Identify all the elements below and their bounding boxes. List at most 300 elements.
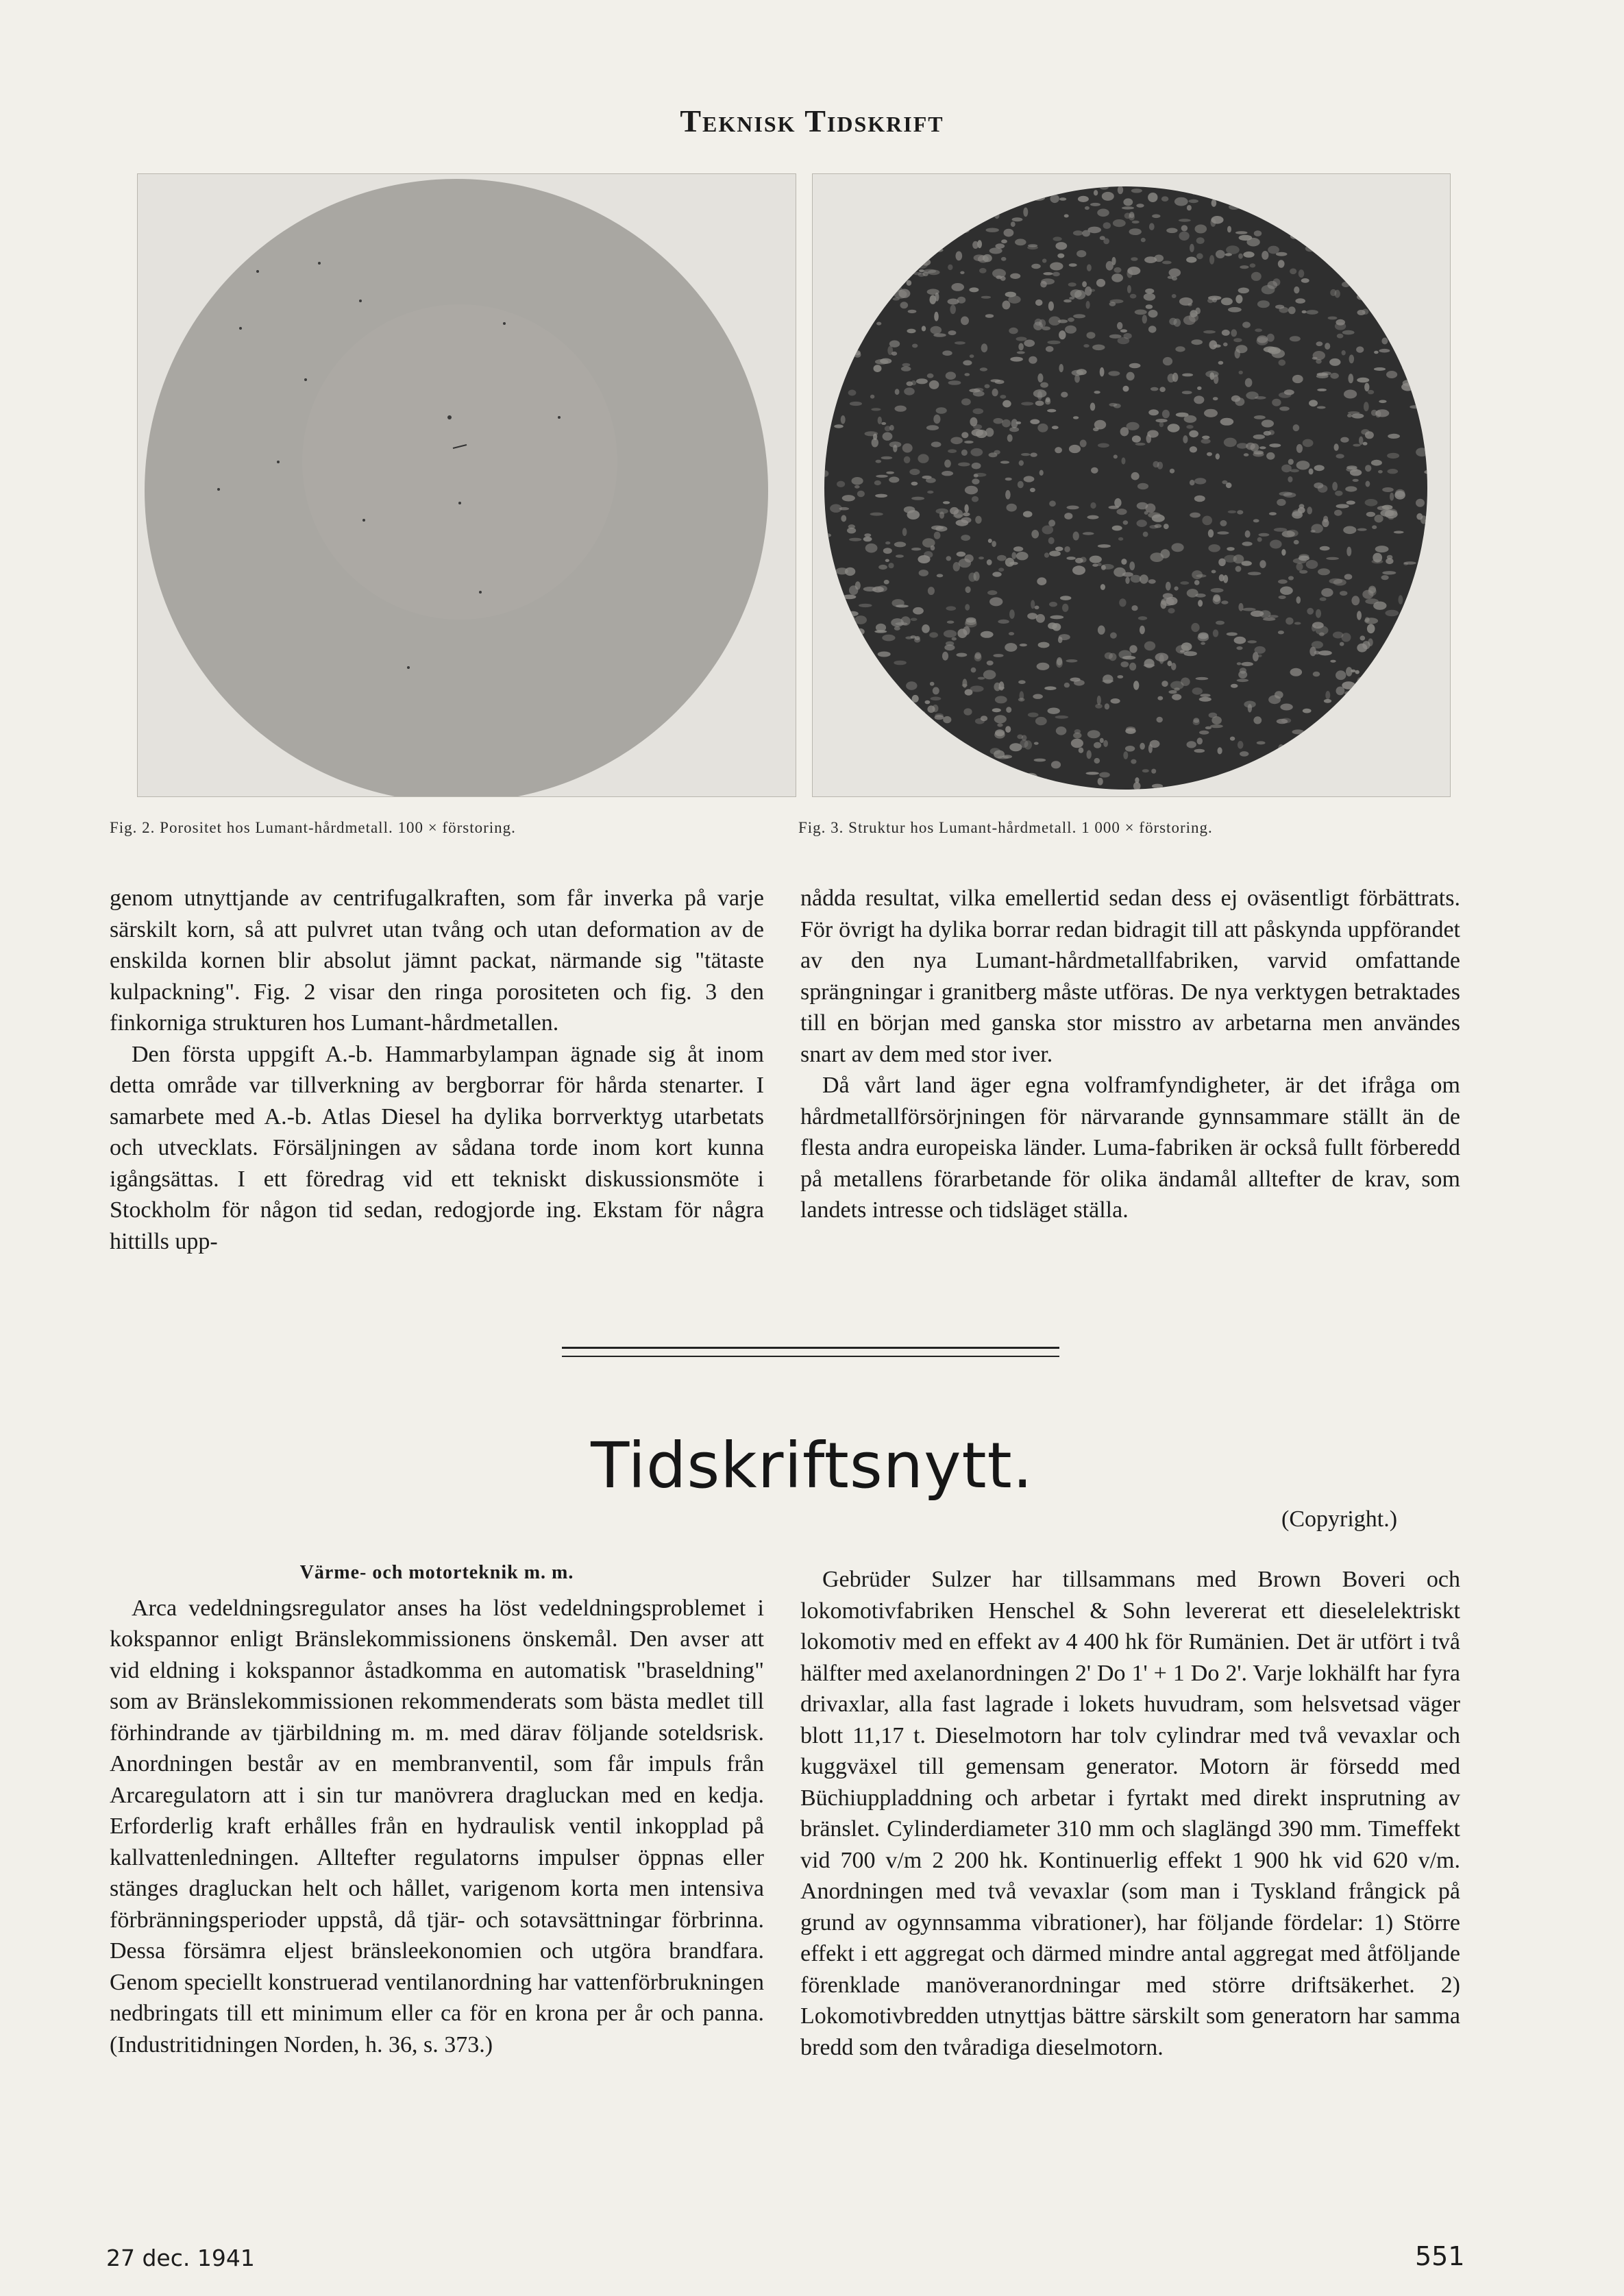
grain-texture <box>1044 552 1049 557</box>
grain-texture <box>1272 399 1281 406</box>
grain-texture <box>1227 547 1235 551</box>
grain-texture <box>1325 691 1330 700</box>
grain-texture <box>1073 230 1083 236</box>
grain-texture <box>1385 610 1399 616</box>
grain-texture <box>1346 500 1355 504</box>
grain-texture <box>1051 761 1061 768</box>
grain-texture <box>992 269 1006 278</box>
grain-texture <box>1159 387 1166 392</box>
grain-texture <box>916 378 928 384</box>
grain-texture <box>1194 580 1200 585</box>
grain-texture <box>901 366 911 371</box>
grain-texture <box>1137 520 1147 527</box>
grain-texture <box>1187 205 1192 210</box>
grain-texture <box>1346 547 1351 557</box>
grain-texture <box>1345 486 1357 491</box>
grain-texture <box>1159 422 1164 428</box>
grain-texture <box>1073 314 1085 318</box>
grain-texture <box>1071 739 1083 748</box>
grain-texture <box>1205 726 1211 729</box>
paragraph: genom utnyttjande av centrifugalkraften, som får inverka på varje särskilt korn, så att pulvret utan tvång och utan deformation av de enskilda kornen blir absolut jämnt packat, närmande sig "tätaste kulpackning". Fig. 2 visar den ringa porositeten och fig. 3 den finkorniga strukturen hos Lumant-hårdmetallen. <box>110 886 764 1036</box>
grain-texture <box>834 424 844 428</box>
grain-texture <box>1151 769 1156 774</box>
grain-texture <box>1223 343 1228 347</box>
grain-texture <box>1257 741 1266 744</box>
grain-texture <box>1364 383 1369 392</box>
grain-texture <box>1313 351 1325 360</box>
grain-texture <box>980 367 987 371</box>
grain-texture <box>1103 239 1109 245</box>
grain-texture <box>1211 199 1217 207</box>
grain-texture <box>1368 587 1376 596</box>
grain-texture <box>1268 246 1279 254</box>
grain-texture <box>1386 371 1397 378</box>
grain-texture <box>1255 396 1266 400</box>
grain-texture <box>896 604 909 607</box>
grain-texture <box>1004 229 1014 237</box>
grain-texture <box>1002 400 1011 408</box>
grain-texture <box>933 415 940 424</box>
grain-texture <box>1318 485 1328 493</box>
structure-micrograph <box>813 174 1450 796</box>
grain-texture <box>1180 581 1189 585</box>
grain-texture <box>1254 230 1262 236</box>
grain-texture <box>1202 436 1209 439</box>
grain-texture <box>911 482 918 486</box>
grain-texture <box>1005 558 1014 567</box>
grain-texture <box>886 472 894 474</box>
grain-texture <box>1240 751 1248 757</box>
grain-texture <box>1006 707 1011 713</box>
grain-texture <box>1152 215 1160 219</box>
grain-texture <box>1182 391 1192 394</box>
grain-texture <box>1403 561 1416 565</box>
grain-texture <box>910 635 916 639</box>
grain-texture <box>876 475 888 478</box>
grain-texture <box>841 415 846 424</box>
grain-texture <box>1002 301 1011 310</box>
grain-texture <box>1087 730 1100 738</box>
grain-texture <box>1218 747 1222 754</box>
grain-texture <box>1382 571 1396 574</box>
grain-texture <box>1000 395 1006 399</box>
grain-texture <box>1231 329 1237 337</box>
grain-texture <box>1196 677 1209 680</box>
grain-texture <box>1388 434 1400 439</box>
grain-texture <box>1097 209 1109 217</box>
grain-texture <box>1114 567 1126 577</box>
grain-texture <box>1349 354 1355 363</box>
grain-texture <box>875 359 889 365</box>
grain-texture <box>1399 595 1403 604</box>
grain-texture <box>943 716 951 723</box>
grain-texture <box>1148 326 1157 332</box>
grain-texture <box>1039 470 1044 476</box>
grain-texture <box>1223 575 1228 583</box>
grain-texture <box>1361 429 1369 435</box>
grain-texture <box>1216 454 1220 460</box>
grain-texture <box>1122 457 1126 464</box>
grain-texture <box>950 305 956 315</box>
grain-texture <box>1086 301 1090 309</box>
grain-texture <box>912 695 919 703</box>
grain-texture <box>972 429 983 437</box>
grain-texture <box>1236 646 1242 650</box>
grain-texture <box>1237 662 1242 665</box>
grain-texture <box>1030 452 1037 456</box>
grain-texture <box>1332 482 1338 491</box>
grain-texture <box>1017 351 1025 354</box>
grain-texture <box>1030 419 1039 424</box>
grain-texture <box>1329 358 1340 366</box>
grain-texture <box>1118 186 1123 194</box>
grain-texture <box>1042 526 1054 535</box>
grain-texture <box>904 506 915 513</box>
grain-texture <box>1031 530 1039 539</box>
grain-texture <box>1059 197 1066 201</box>
grain-texture <box>902 363 911 367</box>
grain-texture <box>1123 333 1131 339</box>
grain-texture <box>1190 244 1194 252</box>
grain-texture <box>942 471 953 476</box>
grain-texture <box>1046 398 1050 403</box>
grain-texture <box>1093 428 1099 432</box>
grain-texture <box>1351 596 1360 605</box>
grain-texture <box>1194 395 1204 404</box>
grain-texture <box>1114 454 1118 459</box>
grain-texture <box>1094 758 1100 764</box>
grain-texture <box>1198 600 1203 607</box>
subsection-heading: Värme- och motorteknik m. m. <box>299 1562 574 1583</box>
grain-texture <box>1253 652 1259 661</box>
grain-texture <box>1240 265 1248 269</box>
grain-texture <box>1015 239 1026 245</box>
grain-texture <box>1190 480 1195 485</box>
grain-texture <box>1199 697 1211 702</box>
grain-texture <box>1333 632 1344 639</box>
grain-texture <box>957 628 967 638</box>
grain-texture <box>1379 400 1386 404</box>
grain-texture <box>957 297 965 304</box>
grain-texture <box>1009 328 1018 334</box>
grain-texture <box>971 668 976 673</box>
grain-texture <box>1272 278 1280 286</box>
grain-texture <box>1085 206 1090 210</box>
grain-texture <box>1307 608 1314 615</box>
grain-texture <box>1381 338 1388 345</box>
grain-texture <box>1161 196 1169 201</box>
grain-texture <box>1149 525 1158 528</box>
grain-texture <box>1342 350 1346 355</box>
grain-texture <box>891 618 904 627</box>
grain-texture <box>1280 704 1292 711</box>
grain-texture <box>1091 467 1098 474</box>
grain-texture <box>1290 336 1301 341</box>
grain-texture <box>1021 453 1030 456</box>
grain-texture <box>957 653 968 657</box>
grain-texture <box>1184 415 1197 423</box>
grain-texture <box>1235 231 1248 234</box>
grain-texture <box>1062 604 1068 612</box>
grain-texture <box>842 495 855 501</box>
grain-texture <box>1007 435 1013 442</box>
grain-texture <box>1368 390 1374 394</box>
grain-texture <box>1001 239 1007 243</box>
grain-texture <box>1092 345 1105 351</box>
grain-texture <box>1005 726 1011 733</box>
grain-texture <box>1019 461 1024 466</box>
grain-texture <box>1253 519 1259 522</box>
grain-texture <box>961 398 971 405</box>
grain-texture <box>1168 608 1174 613</box>
grain-texture <box>1069 263 1077 267</box>
grain-texture <box>1085 286 1092 296</box>
grain-texture <box>1129 645 1137 653</box>
grain-texture <box>1070 678 1081 682</box>
grain-texture <box>1018 680 1026 684</box>
grain-texture <box>1127 267 1140 275</box>
grain-texture <box>1362 309 1369 315</box>
grain-texture <box>1033 694 1043 699</box>
grain-texture <box>1290 668 1303 676</box>
grain-texture <box>1190 513 1201 518</box>
grain-texture <box>908 310 917 313</box>
grain-texture <box>1263 618 1275 621</box>
copyright-note: (Copyright.) <box>1281 1506 1398 1532</box>
grain-texture <box>1129 228 1142 235</box>
grain-texture <box>963 513 970 517</box>
grain-texture <box>974 654 982 661</box>
grain-texture <box>1098 544 1111 548</box>
grain-texture <box>854 485 860 489</box>
grain-texture <box>1066 557 1075 560</box>
grain-texture <box>1087 265 1092 271</box>
grain-texture <box>902 528 907 536</box>
grain-texture <box>1009 609 1015 619</box>
grain-texture <box>1056 726 1067 735</box>
grain-texture <box>1241 662 1253 666</box>
grain-texture <box>1309 468 1314 474</box>
grain-texture <box>1169 269 1181 278</box>
grain-texture <box>1029 356 1037 364</box>
grain-texture <box>1267 334 1275 342</box>
grain-texture <box>894 626 900 631</box>
grain-texture <box>965 619 976 625</box>
grain-texture <box>1037 577 1046 585</box>
grain-texture <box>1153 461 1159 468</box>
grain-texture <box>1010 273 1020 279</box>
grain-texture <box>1274 528 1287 532</box>
grain-texture <box>1237 679 1248 683</box>
grain-texture <box>1183 435 1188 443</box>
grain-texture <box>1335 322 1346 330</box>
grain-texture <box>1357 528 1367 531</box>
grain-texture <box>961 450 968 456</box>
grain-texture <box>1005 643 1017 652</box>
grain-texture <box>1090 403 1096 411</box>
grain-texture <box>1246 443 1255 450</box>
grain-texture <box>1416 513 1423 520</box>
grain-texture <box>1144 293 1155 301</box>
grain-texture <box>1174 587 1179 591</box>
grain-texture <box>950 437 963 445</box>
grain-texture <box>1375 411 1381 418</box>
grain-texture <box>900 302 909 308</box>
grain-texture <box>1202 516 1212 526</box>
figure-structure <box>812 173 1451 797</box>
grain-texture <box>1016 337 1027 341</box>
grain-texture <box>972 463 981 469</box>
grain-texture <box>1201 439 1211 443</box>
grain-texture <box>1294 540 1299 545</box>
grain-texture <box>1064 215 1069 218</box>
grain-texture <box>883 548 892 554</box>
grain-texture <box>1295 298 1305 304</box>
grain-texture <box>1244 453 1249 456</box>
grain-texture <box>1136 204 1144 208</box>
grain-texture <box>960 271 964 274</box>
grain-texture <box>1221 600 1228 604</box>
grain-texture <box>926 478 936 483</box>
grain-texture <box>1180 650 1185 652</box>
grain-texture <box>1198 634 1209 642</box>
grain-texture <box>1137 483 1148 489</box>
grain-texture <box>1048 317 1060 326</box>
grain-texture <box>1005 292 1016 297</box>
grain-texture <box>1222 330 1230 336</box>
grain-texture <box>1114 267 1122 273</box>
grain-texture <box>1037 374 1043 382</box>
grain-texture <box>1183 316 1196 326</box>
grain-texture <box>1320 546 1330 551</box>
grain-texture <box>1098 778 1103 785</box>
grain-texture <box>1235 398 1244 406</box>
grain-texture <box>1090 203 1100 206</box>
grain-texture <box>1330 660 1336 663</box>
grain-texture <box>1347 414 1352 417</box>
grain-texture <box>1083 532 1094 535</box>
grain-texture <box>1106 261 1114 271</box>
grain-texture <box>1103 740 1108 747</box>
grain-texture <box>1317 389 1327 391</box>
grain-texture <box>1057 254 1064 258</box>
grain-texture <box>878 565 887 570</box>
grain-texture <box>992 572 1001 576</box>
grain-texture <box>1036 614 1045 623</box>
grain-texture <box>1064 513 1072 520</box>
grain-texture <box>1049 500 1056 506</box>
grain-texture <box>865 544 878 553</box>
grain-texture <box>881 456 893 460</box>
grain-texture <box>1317 406 1326 409</box>
grain-texture <box>924 551 933 558</box>
grain-texture <box>863 537 872 541</box>
grain-texture <box>870 395 874 399</box>
grain-texture <box>1269 443 1281 448</box>
grain-texture <box>1132 435 1141 442</box>
grain-texture <box>911 497 924 500</box>
grain-texture <box>1294 286 1299 293</box>
grain-texture <box>1243 252 1254 258</box>
grain-texture <box>961 317 969 326</box>
grain-texture <box>1127 372 1135 381</box>
grain-texture <box>1037 424 1048 432</box>
grain-texture <box>1312 622 1324 628</box>
grain-texture <box>895 406 907 412</box>
grain-texture <box>906 681 917 690</box>
grain-texture <box>1355 670 1360 674</box>
grain-texture <box>1163 357 1172 365</box>
paragraph: Arca vedeldningsregulator anses ha löst vedeldningsproblemet i kokspannor enligt Bränslekommissionens önskemål. Den avser att vid eldning i kokspannor åstadkomma en automatisk "braseldning" som av Bränslekommissionen rekommenderats som bästa medlet till förhindrande av tjärbildning m. m. med därav följande soteldsrisk. Anordningen består av en membranventil, som får impuls från Arcaregulatorn att i sin tur manövrera dragluckan med en kedja. Erforderlig kraft erhålles från en hydraulisk ventil inkopplad på kallvattenledningen. Alltefter regulatorns impulser öppnas eller stänges dragluckan helt och hållet, varigenom korta men intensiva förbränningsperioder uppstå, då tjär- och sotavsättningar förbrinna. Dessa försämra eljest bränsleekonomien och utgöra brandfara. Genom speciellt konstruerad ventilanordning har vattenförbrukningen nedbringats till ett minimum eller ca för en krona per år och panna. (Industritidningen Norden, h. 36, s. 373.) <box>110 1595 764 2057</box>
grain-texture <box>1280 587 1293 595</box>
grain-texture <box>1050 615 1063 620</box>
grain-texture <box>1279 392 1292 398</box>
grain-texture <box>1011 552 1016 559</box>
grain-texture <box>985 314 994 318</box>
grain-texture <box>1108 371 1120 376</box>
grain-texture <box>1193 720 1200 725</box>
grain-texture <box>1120 329 1127 332</box>
grain-texture <box>981 631 994 638</box>
grain-texture <box>972 496 979 502</box>
grain-texture <box>1048 708 1060 714</box>
grain-texture <box>1279 406 1290 411</box>
grain-texture <box>1213 594 1220 602</box>
grain-texture <box>961 517 972 524</box>
grain-texture <box>1288 306 1296 314</box>
grain-texture <box>994 683 1000 692</box>
grain-texture <box>1087 332 1096 339</box>
grain-texture <box>963 361 972 366</box>
grain-texture <box>1316 341 1323 346</box>
grain-texture <box>1148 579 1156 584</box>
grain-texture <box>1320 597 1327 601</box>
grain-texture <box>922 326 926 331</box>
grain-texture <box>1144 511 1148 515</box>
grain-texture <box>1117 322 1122 330</box>
grain-texture <box>1035 606 1039 610</box>
grain-texture <box>1150 740 1160 748</box>
grain-texture <box>1160 600 1166 609</box>
grain-texture <box>1148 409 1159 415</box>
grain-texture <box>919 269 924 272</box>
grain-texture <box>942 350 952 356</box>
grain-texture <box>894 541 906 547</box>
grain-texture <box>1247 640 1257 643</box>
grain-texture <box>995 696 1007 703</box>
grain-texture <box>1123 198 1133 206</box>
grain-texture <box>1326 557 1339 560</box>
grain-texture <box>1314 465 1325 471</box>
grain-texture <box>1208 544 1220 552</box>
grain-texture <box>985 428 994 437</box>
grain-texture <box>955 252 962 261</box>
grain-texture <box>1103 222 1111 229</box>
grain-texture <box>969 389 980 393</box>
grain-texture <box>948 449 957 453</box>
grain-texture <box>1027 613 1037 620</box>
grain-texture <box>983 670 996 680</box>
grain-texture <box>841 515 846 522</box>
grain-texture <box>1302 310 1307 314</box>
grain-texture <box>1109 302 1116 306</box>
grain-texture <box>1318 650 1332 655</box>
grain-texture <box>1055 447 1062 453</box>
grain-texture <box>950 507 959 515</box>
grain-texture <box>1122 656 1135 660</box>
grain-texture <box>1218 361 1224 365</box>
grain-texture <box>1365 598 1379 604</box>
